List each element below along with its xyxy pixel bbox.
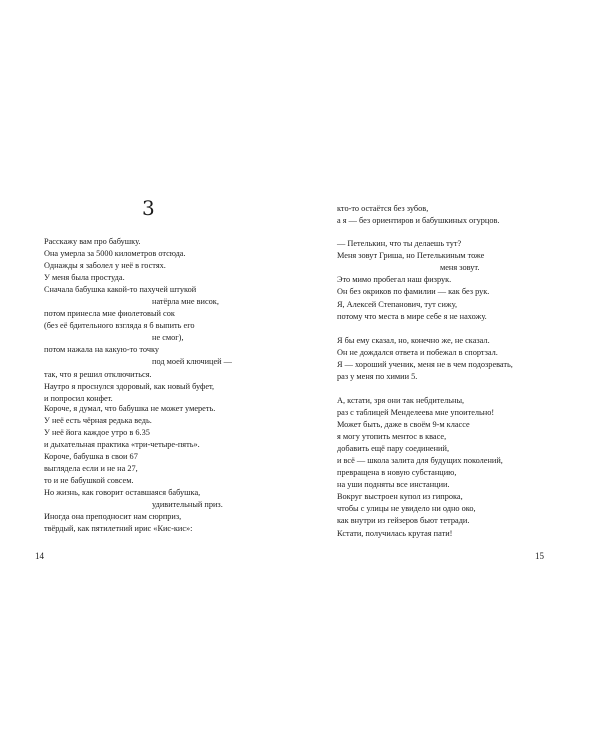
- verse-line: Расскажу вам про бабушку.: [44, 237, 141, 246]
- verse-line: Но жизнь, как говорит оставшаяся бабушка,: [44, 488, 201, 497]
- verse-line: У неё есть чёрная редька ведь.: [44, 416, 152, 426]
- verse-line: Он не дождался ответа и побежал в спортзал.: [337, 348, 498, 358]
- verse-line: Я — хороший ученик, меня не в чем подозревать,: [337, 360, 513, 370]
- verse-line: натёрла мне висок,: [152, 297, 219, 307]
- verse-line: потому что места в мире себе я не нахожу.: [337, 312, 487, 322]
- verse-line: Кстати, получилась крутая пати!: [337, 528, 453, 538]
- verse-line: и попросил конфет.: [44, 393, 113, 403]
- verse-line: У неё йога каждое утро в 6.35: [44, 428, 150, 438]
- verse-line: Сначала бабушка какой-то пахучей штукой: [44, 285, 197, 295]
- verse-line: потом нажала на какую-то точку: [44, 345, 160, 355]
- verse-line: Я бы ему сказал, но, конечно же, не сказал.: [337, 336, 490, 345]
- stanza: [44, 487, 223, 535]
- verse-line: чтобы с улицы не увидело ни одно око,: [337, 504, 476, 514]
- right-page: [300, 0, 600, 750]
- verse-line: Может быть, даже в своём 9-м классе: [337, 420, 470, 430]
- verse-line: так, что я решил отключиться.: [44, 369, 152, 379]
- verse-line: А, кстати, зря они так небдительны,: [337, 396, 465, 405]
- verse-line: превращена в новую субстанцию,: [337, 468, 457, 478]
- verse-line: и всё — школа залита для будущих поколений,: [337, 456, 503, 466]
- verse-line: Это мимо пробегал наш физрук.: [337, 275, 452, 285]
- verse-line: и дыхательная практика «три-четыре-пять».: [44, 440, 200, 450]
- verse-line: Я, Алексей Степанович, тут сижу,: [337, 300, 458, 309]
- verse-line: не смог),: [152, 333, 184, 343]
- verse-line: (без её бдительного взгляда я б выпить его: [44, 321, 195, 331]
- stanza: [44, 236, 232, 405]
- chapter-number: 3: [142, 196, 155, 220]
- stanza: [44, 403, 215, 487]
- verse-line: а я — без ориентиров и бабушкиных огурцов.: [337, 216, 500, 226]
- stanza: [337, 335, 513, 383]
- verse-line: Короче, бабушка в свои 67: [44, 452, 138, 462]
- verse-line: Она умерла за 5000 километров отсюда.: [44, 249, 186, 259]
- verse-line: на уши подняты все инстанции.: [337, 480, 450, 490]
- verse-line: я могу утопить ментос в квасе,: [337, 432, 447, 442]
- verse-line: Короче, я думал, что бабушка не может умереть.: [44, 404, 216, 413]
- verse-line: потом принесла мне фиолетовый сок: [44, 309, 175, 319]
- page-number-left: 14: [35, 551, 44, 561]
- verse-line: твёрдый, как пятилетний ирис «Кис-кис»:: [44, 524, 193, 534]
- verse-line: удивительный приз.: [152, 500, 223, 510]
- stanza: [337, 238, 489, 298]
- stanza: [337, 203, 499, 227]
- verse-line: как внутри из гейзеров бьют тетради.: [337, 516, 470, 526]
- verse-line: Он без окриков по фамилии — как без рук.: [337, 287, 490, 297]
- verse-line: Наутро я проснулся здоровый, как новый буфет,: [44, 381, 215, 391]
- verse-line: кто-то остаётся без зубов,: [337, 204, 429, 213]
- verse-line: выглядела если и не на 27,: [44, 464, 138, 474]
- stanza: [337, 395, 503, 540]
- verse-line: Однажды я заболел у неё в гостях.: [44, 261, 166, 271]
- verse-line: У меня была простуда.: [44, 273, 125, 283]
- verse-line: — Петелькин, что ты делаешь тут?: [337, 239, 462, 248]
- verse-line: раз у меня по химии 5.: [337, 372, 418, 382]
- verse-line: Меня зовут Гриша, но Петелькиным тоже: [337, 251, 485, 261]
- verse-line: то и не бабушкой совсем.: [44, 476, 134, 486]
- verse-line: Иногда она преподносит нам сюрприз,: [44, 512, 182, 522]
- stanza: [337, 299, 487, 323]
- verse-line: меня зовут.: [440, 263, 480, 273]
- verse-line: под моей ключицей —: [152, 357, 232, 367]
- verse-line: Вокруг выстроен купол из гипрока,: [337, 492, 463, 502]
- verse-line: раз с таблицей Менделеева мне упоительно!: [337, 408, 495, 418]
- page-number-right: 15: [535, 551, 544, 561]
- verse-line: добавить ещё пару соединений,: [337, 444, 450, 454]
